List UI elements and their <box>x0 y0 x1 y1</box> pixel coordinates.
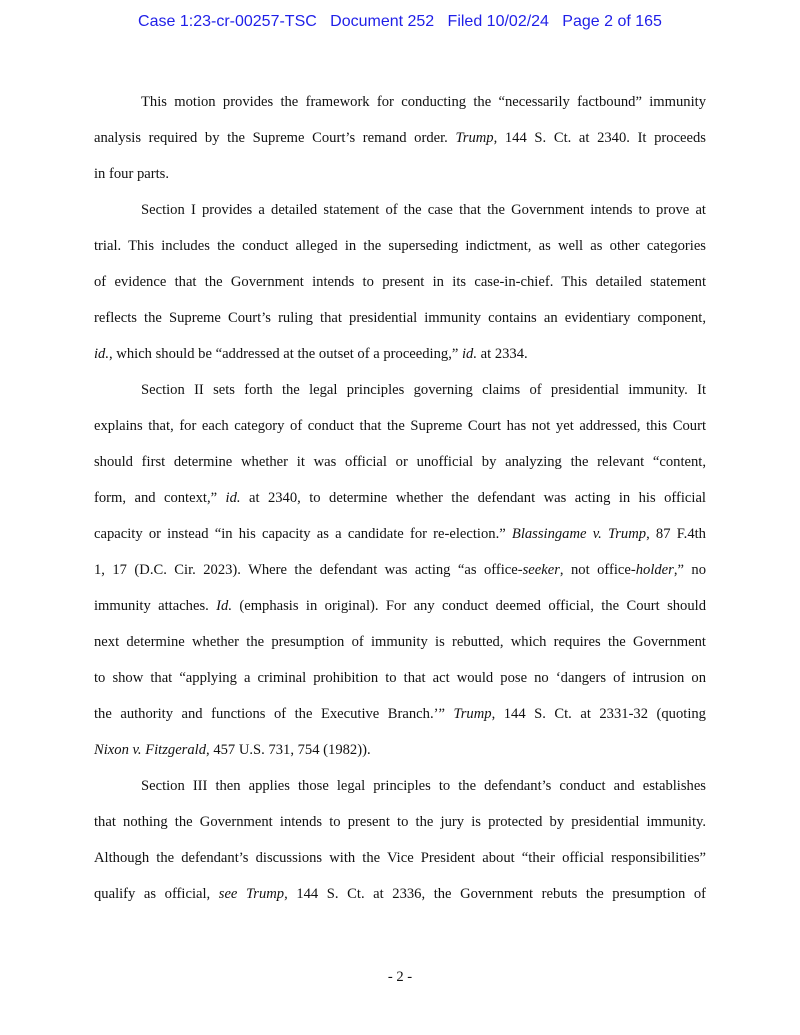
text-run: that nothing the Government intends to present to the jury is protected by presidential immunity. <box>94 814 706 830</box>
italic-citation: Nixon v. Fitzgerald <box>94 742 207 758</box>
filed-date: Filed 10/02/24 <box>447 13 549 30</box>
text-run: the authority and functions of the Executive Branch.’” <box>94 706 454 722</box>
paragraph-1-line <box>94 166 706 186</box>
text-run: at 2340, to determine whether the defendant was acting in his official <box>240 490 706 506</box>
text-run: , 144 S. Ct. at 2340. It proceeds <box>493 130 706 146</box>
text-run: , not office- <box>559 562 636 578</box>
text-run: , 87 F.4th <box>646 526 706 542</box>
text-run: to show that “applying a criminal prohibition to that act would pose no ‘dangers of intrusion on <box>94 670 706 686</box>
paragraph-3-line <box>94 418 706 438</box>
paragraph-4-line <box>94 850 706 870</box>
text-run: Section II sets forth the legal principles governing claims of presidential immunity. It <box>141 382 706 398</box>
text-run: ,” no <box>673 562 706 578</box>
document-number: Document 252 <box>330 13 435 30</box>
paragraph-3-line <box>94 670 706 690</box>
text-run: , which should be “addressed at the outset of a proceeding,” <box>109 346 462 362</box>
text-run: form, and context,” <box>94 490 226 506</box>
italic-citation: seeker <box>522 562 560 578</box>
paragraph-1-line <box>94 94 706 114</box>
paragraph-3-line <box>94 598 706 618</box>
text-run: qualify as official, <box>94 886 219 902</box>
paragraph-3-line <box>94 562 706 582</box>
italic-citation: id. <box>94 346 109 362</box>
case-number: Case 1:23-cr-00257-TSC <box>138 13 317 30</box>
court-filing-header <box>0 13 800 31</box>
text-run: immunity attaches. <box>94 598 217 614</box>
paragraph-3-line <box>94 742 706 762</box>
text-run: This motion provides the framework for conducting the “necessarily factbound” immunity <box>141 94 706 110</box>
text-run: capacity or instead “in his capacity as a candidate for re-election.” <box>94 526 512 542</box>
text-run: next determine whether the presumption of immunity is rebutted, which requires the Government <box>94 634 706 650</box>
italic-citation: id. <box>461 346 477 362</box>
text-run: in four parts. <box>94 166 169 182</box>
paragraph-2-line <box>94 274 706 294</box>
text-run: should first determine whether it was official or unofficial by analyzing the relevant “content, <box>94 454 706 470</box>
italic-citation: id. <box>225 490 241 506</box>
text-run: , 144 S. Ct. at 2331-32 (quoting <box>491 706 706 722</box>
paragraph-4-line <box>94 778 706 798</box>
paragraph-3-line <box>94 382 706 402</box>
italic-citation: Blassingame v. Trump <box>511 526 647 542</box>
paragraph-3-line <box>94 490 706 510</box>
text-run: , 457 U.S. 731, 754 (1982)). <box>206 742 371 758</box>
paragraph-2-line <box>94 346 706 366</box>
page-count: Page 2 of 165 <box>562 13 662 30</box>
italic-citation: Id. <box>216 598 232 614</box>
paragraph-3-line <box>94 634 706 654</box>
paragraph-4-line <box>94 814 706 834</box>
paragraph-4-line <box>94 886 706 906</box>
text-run: reflects the Supreme Court’s ruling that presidential immunity contains an evidentiary component, <box>94 310 706 326</box>
paragraph-2-line <box>94 202 706 222</box>
paragraph-2-line <box>94 310 706 330</box>
italic-citation: Trump <box>453 706 492 722</box>
text-run: Although the defendant’s discussions with the Vice President about “their official responsibilities” <box>94 850 706 866</box>
paragraph-1-line <box>94 130 706 150</box>
text-run: trial. This includes the conduct alleged in the superseding indictment, as well as other categories <box>94 238 706 254</box>
italic-citation: see Trump <box>218 886 285 902</box>
text-run: explains that, for each category of conduct that the Supreme Court has not yet addressed, this Court <box>94 418 706 434</box>
text-run: of evidence that the Government intends to present in its case-in-chief. This detailed statement <box>94 274 706 290</box>
text-run: analysis required by the Supreme Court’s remand order. <box>94 130 456 146</box>
text-run: 1, 17 (D.C. Cir. 2023). Where the defendant was acting “as office- <box>94 562 523 578</box>
text-run: (emphasis in original). For any conduct deemed official, the Court should <box>231 598 706 614</box>
paragraph-3-line <box>94 526 706 546</box>
paragraph-2-line <box>94 238 706 258</box>
text-run: Section I provides a detailed statement of the case that the Government intends to prove at <box>141 202 706 218</box>
text-run: Section III then applies those legal principles to the defendant’s conduct and establishes <box>141 778 706 794</box>
text-run: at 2334. <box>476 346 528 362</box>
text-run: , 144 S. Ct. at 2336, the Government rebuts the presumption of <box>284 886 706 902</box>
italic-citation: holder <box>635 562 674 578</box>
italic-citation: Trump <box>455 130 494 146</box>
paragraph-3-line <box>94 454 706 474</box>
paragraph-3-line <box>94 706 706 726</box>
page-number: - 2 - <box>387 969 413 985</box>
